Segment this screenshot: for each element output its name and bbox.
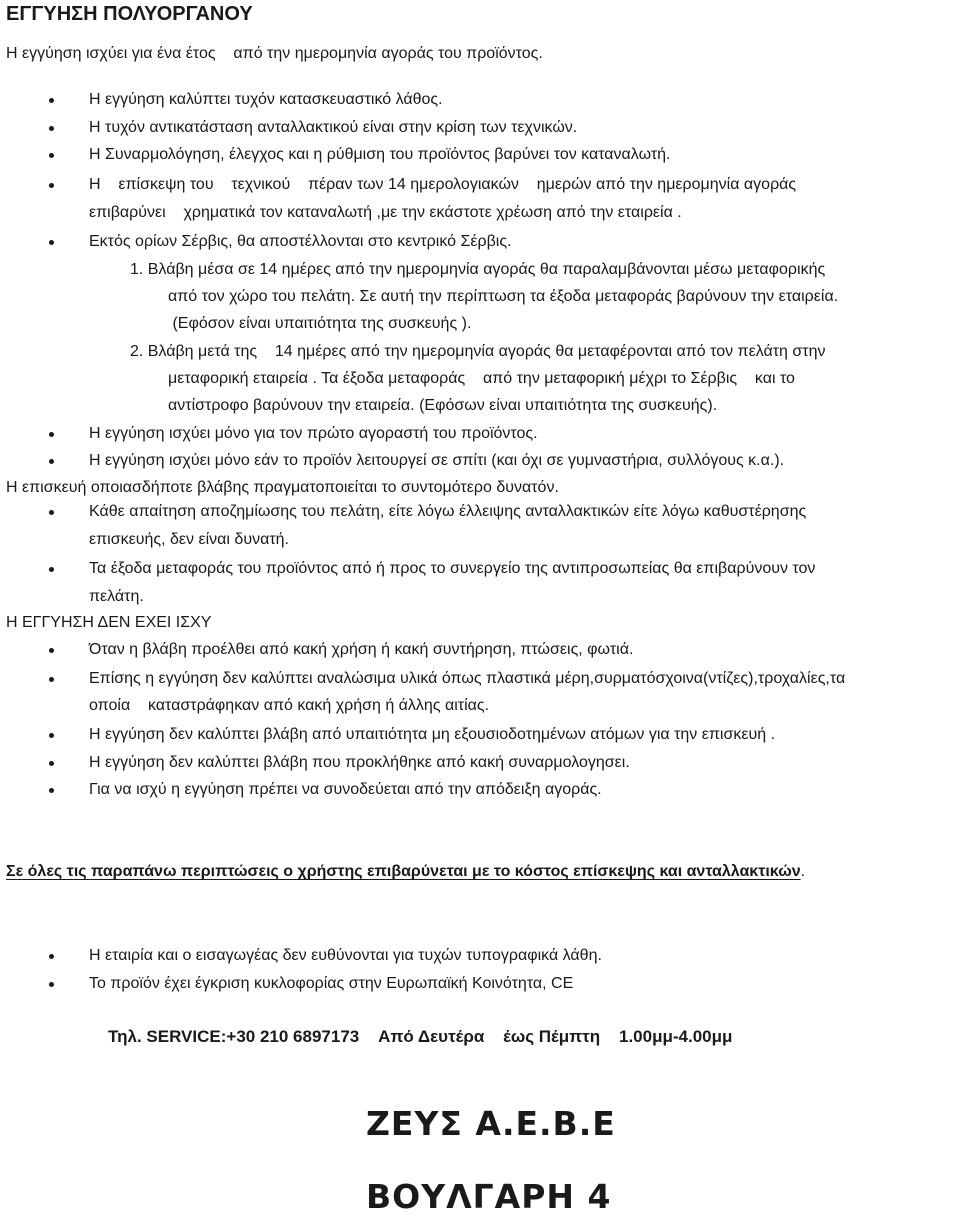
bullet-icon	[49, 982, 54, 987]
warranty-intro: Η εγγύηση ισχύει για ένα έτος από την ημερομηνία αγοράς του προϊόντος.	[6, 45, 543, 62]
numbered-item-2-line-1: 2. Βλάβη μετά της 14 ημέρες από την ημερομηνία αγοράς θα μεταφέρονται από τον πελάτη στην	[130, 343, 826, 360]
outside-service-note: Εκτός ορίων Σέρβις, θα αποστέλλονται στο κεντρικό Σέρβις.	[89, 233, 512, 250]
numbered-item-1-line-1: 1. Βλάβη μέσα σε 14 ημέρες από την ημερομηνία αγοράς θα παραλαμβάνονται μέσω μεταφορικής	[130, 261, 826, 278]
void-heading: Η ΕΓΓΥΗΣΗ ΔΕΝ ΕΧΕΙ ΙΣΧΥ	[6, 614, 212, 631]
visit-line-2: επιβαρύνει χρηματικά τον καταναλωτή ,με την εκάστοτε χρέωση από την εταιρεία .	[89, 204, 682, 221]
void-item: Για να ισχύ η εγγύηση πρέπει να συνοδεύεται από την απόδειξη αγοράς.	[89, 781, 602, 798]
bullet-icon	[49, 510, 54, 515]
first-buyer-note: Η εγγύηση ισχύει μόνο για τον πρώτο αγοραστή του προϊόντος.	[89, 425, 538, 442]
coverage-item: Η Συναρμολόγηση, έλεγχος και η ρύθμιση του προϊόντος βαρύνει τον καταναλωτή.	[89, 146, 671, 163]
bullet-icon	[49, 954, 54, 959]
bullet-icon	[49, 733, 54, 738]
transport-cost-line-1: Τα έξοδα μεταφοράς του προϊόντος από ή προς το συνεργείο της αντιπροσωπείας θα επιβαρύνουν τον	[89, 560, 816, 577]
bullet-icon	[49, 459, 54, 464]
bullet-icon	[49, 677, 54, 682]
company-address: ΒΟΥΛΓΑΡΗ 4	[366, 1177, 612, 1216]
bullet-icon	[49, 648, 54, 653]
coverage-item: Η τυχόν αντικατάσταση ανταλλακτικού είναι στην κρίση των τεχνικών.	[89, 119, 578, 136]
coverage-item: Η εγγύηση καλύπτει τυχόν κατασκευαστικό λάθος.	[89, 91, 443, 108]
bullet-icon	[49, 567, 54, 572]
bullet-icon	[49, 788, 54, 793]
document-title: ΕΓΓΥΗΣΗ ΠΟΛΥΟΡΓΑΝΟΥ	[6, 3, 253, 25]
company-name: ΖΕΥΣ Α.Ε.Β.Ε	[366, 1104, 616, 1143]
claims-line-1: Κάθε απαίτηση αποζημίωσης του πελάτη, είτε λόγω έλλειψης ανταλλακτικών είτε λόγω καθυστέρησης	[89, 503, 807, 520]
disclaimer-item: Η εταιρία και ο εισαγωγέας δεν ευθύνονται για τυχών τυπογραφικά λάθη.	[89, 947, 602, 964]
cost-notice-underlined: Σε όλες τις παραπάνω περιπτώσεις ο χρήστης επιβαρύνεται με το κόστος επίσκεψης και ανταλλακτικών	[6, 863, 801, 880]
void-item: Η εγγύηση δεν καλύπτει βλάβη που προκλήθηκε από κακή συναρμολογησει.	[89, 754, 630, 771]
numbered-item-1-line-3: (Εφόσον είναι υπαιτιότητα της συσκευής ).	[168, 315, 472, 332]
bullet-icon	[49, 240, 54, 245]
void-item: Η εγγύηση δεν καλύπτει βλάβη από υπαιτιότητα μη εξουσιοδοτημένων ατόμων για την επισκευή .	[89, 726, 776, 743]
bullet-icon	[49, 761, 54, 766]
bullet-icon	[49, 98, 54, 103]
numbered-item-2-line-3: αντίστροφο βαρύνουν την εταιρεία. (Εφόσων είναι υπαιτιότητα της συσκευής).	[168, 397, 718, 414]
void-item: Όταν η βλάβη προέλθει από κακή χρήση ή κακή συντήρηση, πτώσεις, φωτιά.	[89, 641, 634, 658]
cost-notice-end: .	[800, 863, 806, 880]
bullet-icon	[49, 153, 54, 158]
bullet-icon	[49, 183, 54, 188]
disclaimer-item: Το προϊόν έχει έγκριση κυκλοφορίας στην Ευρωπαϊκή Κοινότητα, CE	[89, 975, 574, 992]
cost-notice	[6, 862, 805, 882]
void-item-line-2: οποία καταστράφηκαν από κακή χρήση ή άλλης αιτίας.	[89, 697, 490, 714]
claims-line-2: επισκευής, δεν είναι δυνατή.	[89, 531, 289, 548]
numbered-item-1-line-2: από τον χώρο του πελάτη. Σε αυτή την περίπτωση τα έξοδα μεταφοράς βαρύνουν την εταιρεία.	[168, 288, 839, 305]
bullet-icon	[49, 126, 54, 131]
bullet-icon	[49, 432, 54, 437]
service-phone-line: Τηλ. SERVICE:+30 210 6897173 Από Δευτέρα έως Πέμπτη 1.00μμ-4.00μμ	[108, 1027, 733, 1046]
home-use-note: Η εγγύηση ισχύει μόνο εάν το προϊόν λειτουργεί σε σπίτι (και όχι σε γυμναστήρια, συλλόγους κ.α.).	[89, 452, 785, 469]
transport-cost-line-2: πελάτη.	[89, 588, 144, 605]
repair-note: Η επισκευή οποιασδήποτε βλάβης πραγματοποιείται το συντομότερο δυνατόν.	[6, 479, 559, 496]
visit-line-1: Η επίσκεψη του τεχνικού πέραν των 14 ημερολογιακών ημερών από την ημερομηνία αγοράς	[89, 176, 797, 193]
void-item-line-1: Επίσης η εγγύηση δεν καλύπτει αναλώσιμα υλικά όπως πλαστικά μέρη,συρματόσχοινα(ντίζες),τροχαλίες,τα	[89, 670, 846, 687]
numbered-item-2-line-2: μεταφορική εταιρεία . Τα έξοδα μεταφοράς από την μεταφορική μέχρι το Σέρβις και το	[168, 370, 795, 387]
